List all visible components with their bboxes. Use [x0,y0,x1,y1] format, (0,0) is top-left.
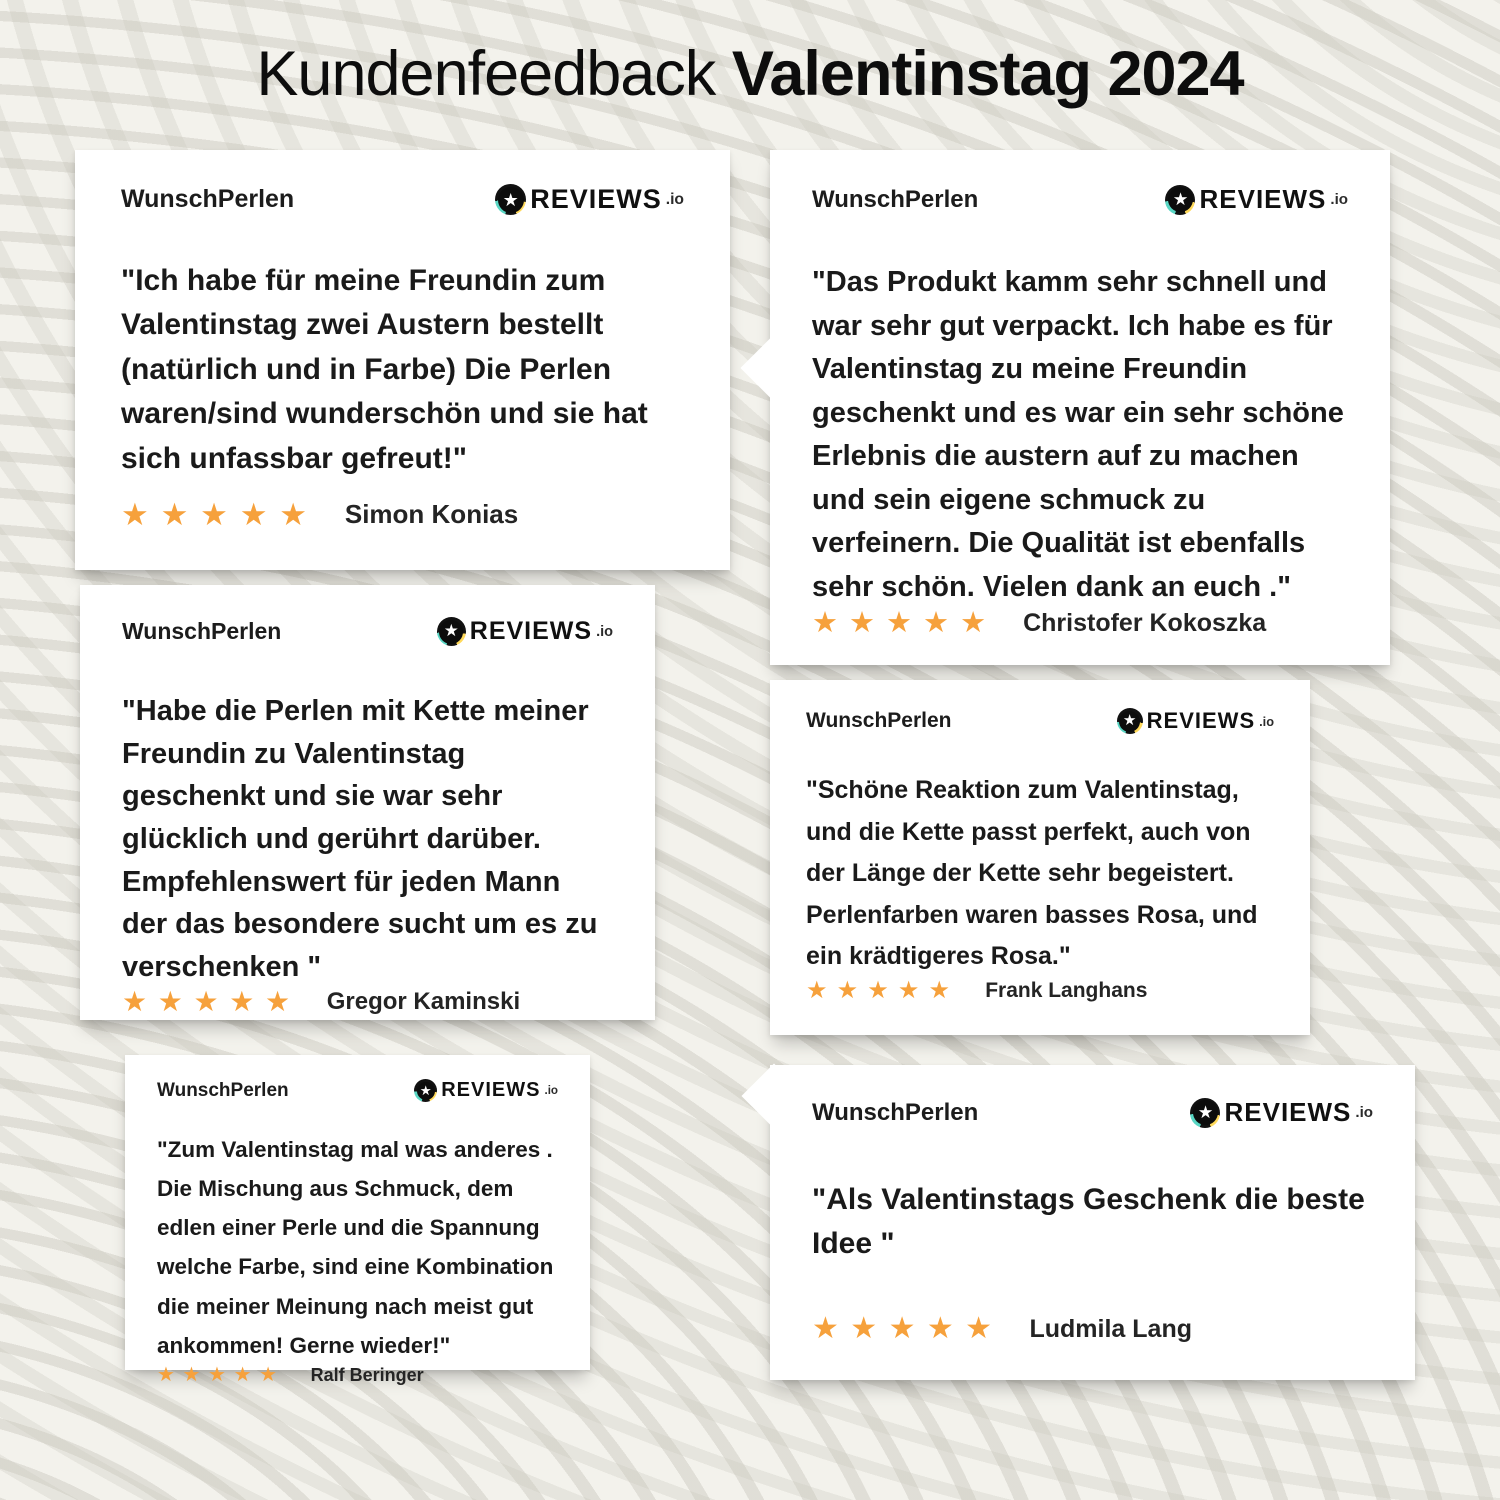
reviewsio-logo [1165,184,1348,215]
card-header [122,617,613,646]
review-card [770,1065,1415,1380]
reviewsio-suffix: .io [1259,713,1274,729]
review-card [75,150,730,570]
card-footer [812,609,1348,638]
review-card [125,1055,590,1387]
review-text: "Als Valentinstags Geschenk die beste Idee " [812,1183,1365,1261]
card-footer [157,1365,558,1386]
card-header [121,184,684,215]
card-header [157,1079,558,1102]
reviewsio-suffix: .io [596,623,613,640]
brand-name: WunschPerlen [806,709,952,732]
brand-name: WunschPerlen [121,185,295,213]
brand-name: WunschPerlen [812,185,979,213]
reviewer-name: Gregor Kaminski [326,988,521,1016]
reviewsio-star-icon: ★ [1190,1098,1220,1128]
reviewsio-star-icon: ★ [1165,185,1195,215]
star-rating: ★★★★★ [157,1364,285,1387]
reviewsio-wordmark: REVIEWS [1199,184,1327,214]
reviewsio-suffix: .io [544,1084,558,1097]
card-header [806,708,1274,734]
reviewsio-suffix: .io [1355,1104,1373,1121]
page-title-regular: Kundenfeedback [256,39,716,109]
brand-name: WunschPerlen [122,618,282,644]
reviewsio-logo [1190,1097,1373,1128]
reviewer-name: Ludmila Lang [1029,1314,1192,1343]
reviewsio-logo [437,617,613,646]
star-rating: ★★★★★ [812,1312,1004,1345]
reviewer-name: Frank Langhans [985,979,1148,1002]
reviewsio-logo [495,184,684,215]
reviewsio-wordmark: REVIEWS [469,617,593,645]
review-text: "Das Produkt kamm sehr schnell und war sehr gut verpackt. Ich habe es für Valentinstag zu meine Freundin geschenkt und es war ein sehr schöne Erlebnis die austern auf zu machen und sein eigene schmuck zu verfeinern. Die Qualität ist ebenfalls sehr schön. Vielen dank an euch ." [812,266,1344,603]
card-header [812,184,1348,215]
card-header [812,1097,1373,1128]
review-card [80,585,655,1020]
star-rating: ★★★★★ [806,977,960,1004]
card-footer [121,499,684,530]
star-rating: ★★★★★ [122,986,301,1018]
review-text: "Schöne Reaktion zum Valentinstag, und die Kette passt perfekt, auch von der Länge der Kette sehr begeistert. Perlenfarben waren basses Rosa, und ein krädtigeres Rosa." [806,776,1258,970]
speech-bubble-tail [740,335,805,400]
review-card [770,150,1390,665]
reviewsio-star-icon: ★ [437,617,466,646]
reviewsio-logo [414,1079,558,1102]
card-footer [122,988,613,1016]
speech-bubble-tail [741,1063,806,1128]
reviewer-name: Simon Konias [344,499,519,529]
brand-name: WunschPerlen [812,1098,979,1126]
reviewer-name: Christofer Kokoszka [1023,609,1267,637]
card-footer [806,979,1274,1003]
reviewsio-wordmark: REVIEWS [530,184,662,214]
reviewsio-wordmark: REVIEWS [441,1079,541,1101]
reviewsio-logo [1117,708,1274,734]
page-title [0,38,1500,110]
reviewsio-star-icon: ★ [1117,708,1143,734]
reviewer-name: Ralf Beringer [310,1364,424,1385]
reviewsio-star-icon: ★ [414,1079,437,1102]
review-card [770,680,1310,1035]
reviewsio-suffix: .io [665,190,684,208]
star-rating: ★★★★★ [812,607,998,639]
reviewsio-wordmark: REVIEWS [1224,1097,1352,1127]
page-title-bold: Valentinstag 2024 [731,39,1244,109]
review-text: "Ich habe für meine Freundin zum Valentinstag zwei Austern bestellt (natürlich und in Farbe) Die Perlen waren/sind wunderschön und sie hat sich unfassbar gefreut!" [121,264,648,475]
review-text: "Zum Valentinstag mal was anderes . Die Mischung aus Schmuck, dem edlen einer Perle und die Spannung welche Farbe, sind eine Kombination die meiner Meinung nach meist gut ankommen! Gerne wieder!" [157,1137,554,1358]
star-rating: ★★★★★ [121,497,319,532]
reviewsio-wordmark: REVIEWS [1146,708,1256,733]
reviewsio-suffix: .io [1330,191,1348,208]
review-text: "Habe die Perlen mit Kette meiner Freundin zu Valentinstag geschenkt und sie war sehr glücklich und gerührt darüber. Empfehlenswert für jeden Mann der das besondere sucht um es zu verschenken " [122,695,598,983]
card-footer [812,1314,1373,1344]
brand-name: WunschPerlen [157,1079,289,1101]
reviewsio-star-icon: ★ [495,184,526,215]
